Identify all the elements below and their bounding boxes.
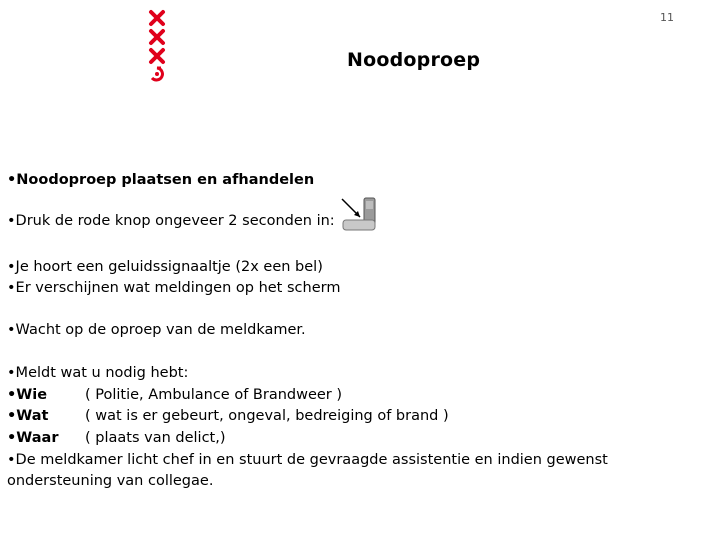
messages-line: •Er verschijnen wat meldingen op het scherm xyxy=(7,280,341,296)
page-number: 11 xyxy=(660,11,674,24)
list-item-label: •Wat xyxy=(7,408,49,424)
closing-line-2: ondersteuning van collegae. xyxy=(7,473,214,489)
radio-handset-icon xyxy=(340,196,378,232)
list-item xyxy=(7,429,226,447)
list-item xyxy=(7,407,449,425)
amsterdam-xxx-logo-icon xyxy=(145,8,169,84)
wait-line: •Wacht op de oproep van de meldkamer. xyxy=(7,322,306,338)
section-heading: •Noodoproep plaatsen en afhandelen xyxy=(7,172,315,188)
signal-line: •Je hoort een geluidssignaaltje (2x een bel) xyxy=(7,259,323,275)
list-item-text: ( wat is er gebeurt, ongeval, bedreiging of brand ) xyxy=(85,408,449,424)
page-title: Noodoproep xyxy=(347,49,481,71)
report-intro: •Meldt wat u nodig hebt: xyxy=(7,365,189,381)
list-item-text: ( plaats van delict,) xyxy=(85,430,226,446)
list-item-text: ( Politie, Ambulance of Brandweer ) xyxy=(85,387,343,403)
list-item-label: •Wie xyxy=(7,387,48,403)
closing-line-1: •De meldkamer licht chef in en stuurt de gevraagde assistentie en indien gewenst xyxy=(7,452,608,468)
step-press-button: •Druk de rode knop ongeveer 2 seconden in: xyxy=(7,213,335,229)
list-item xyxy=(7,386,342,404)
list-item-label: •Waar xyxy=(7,430,59,446)
